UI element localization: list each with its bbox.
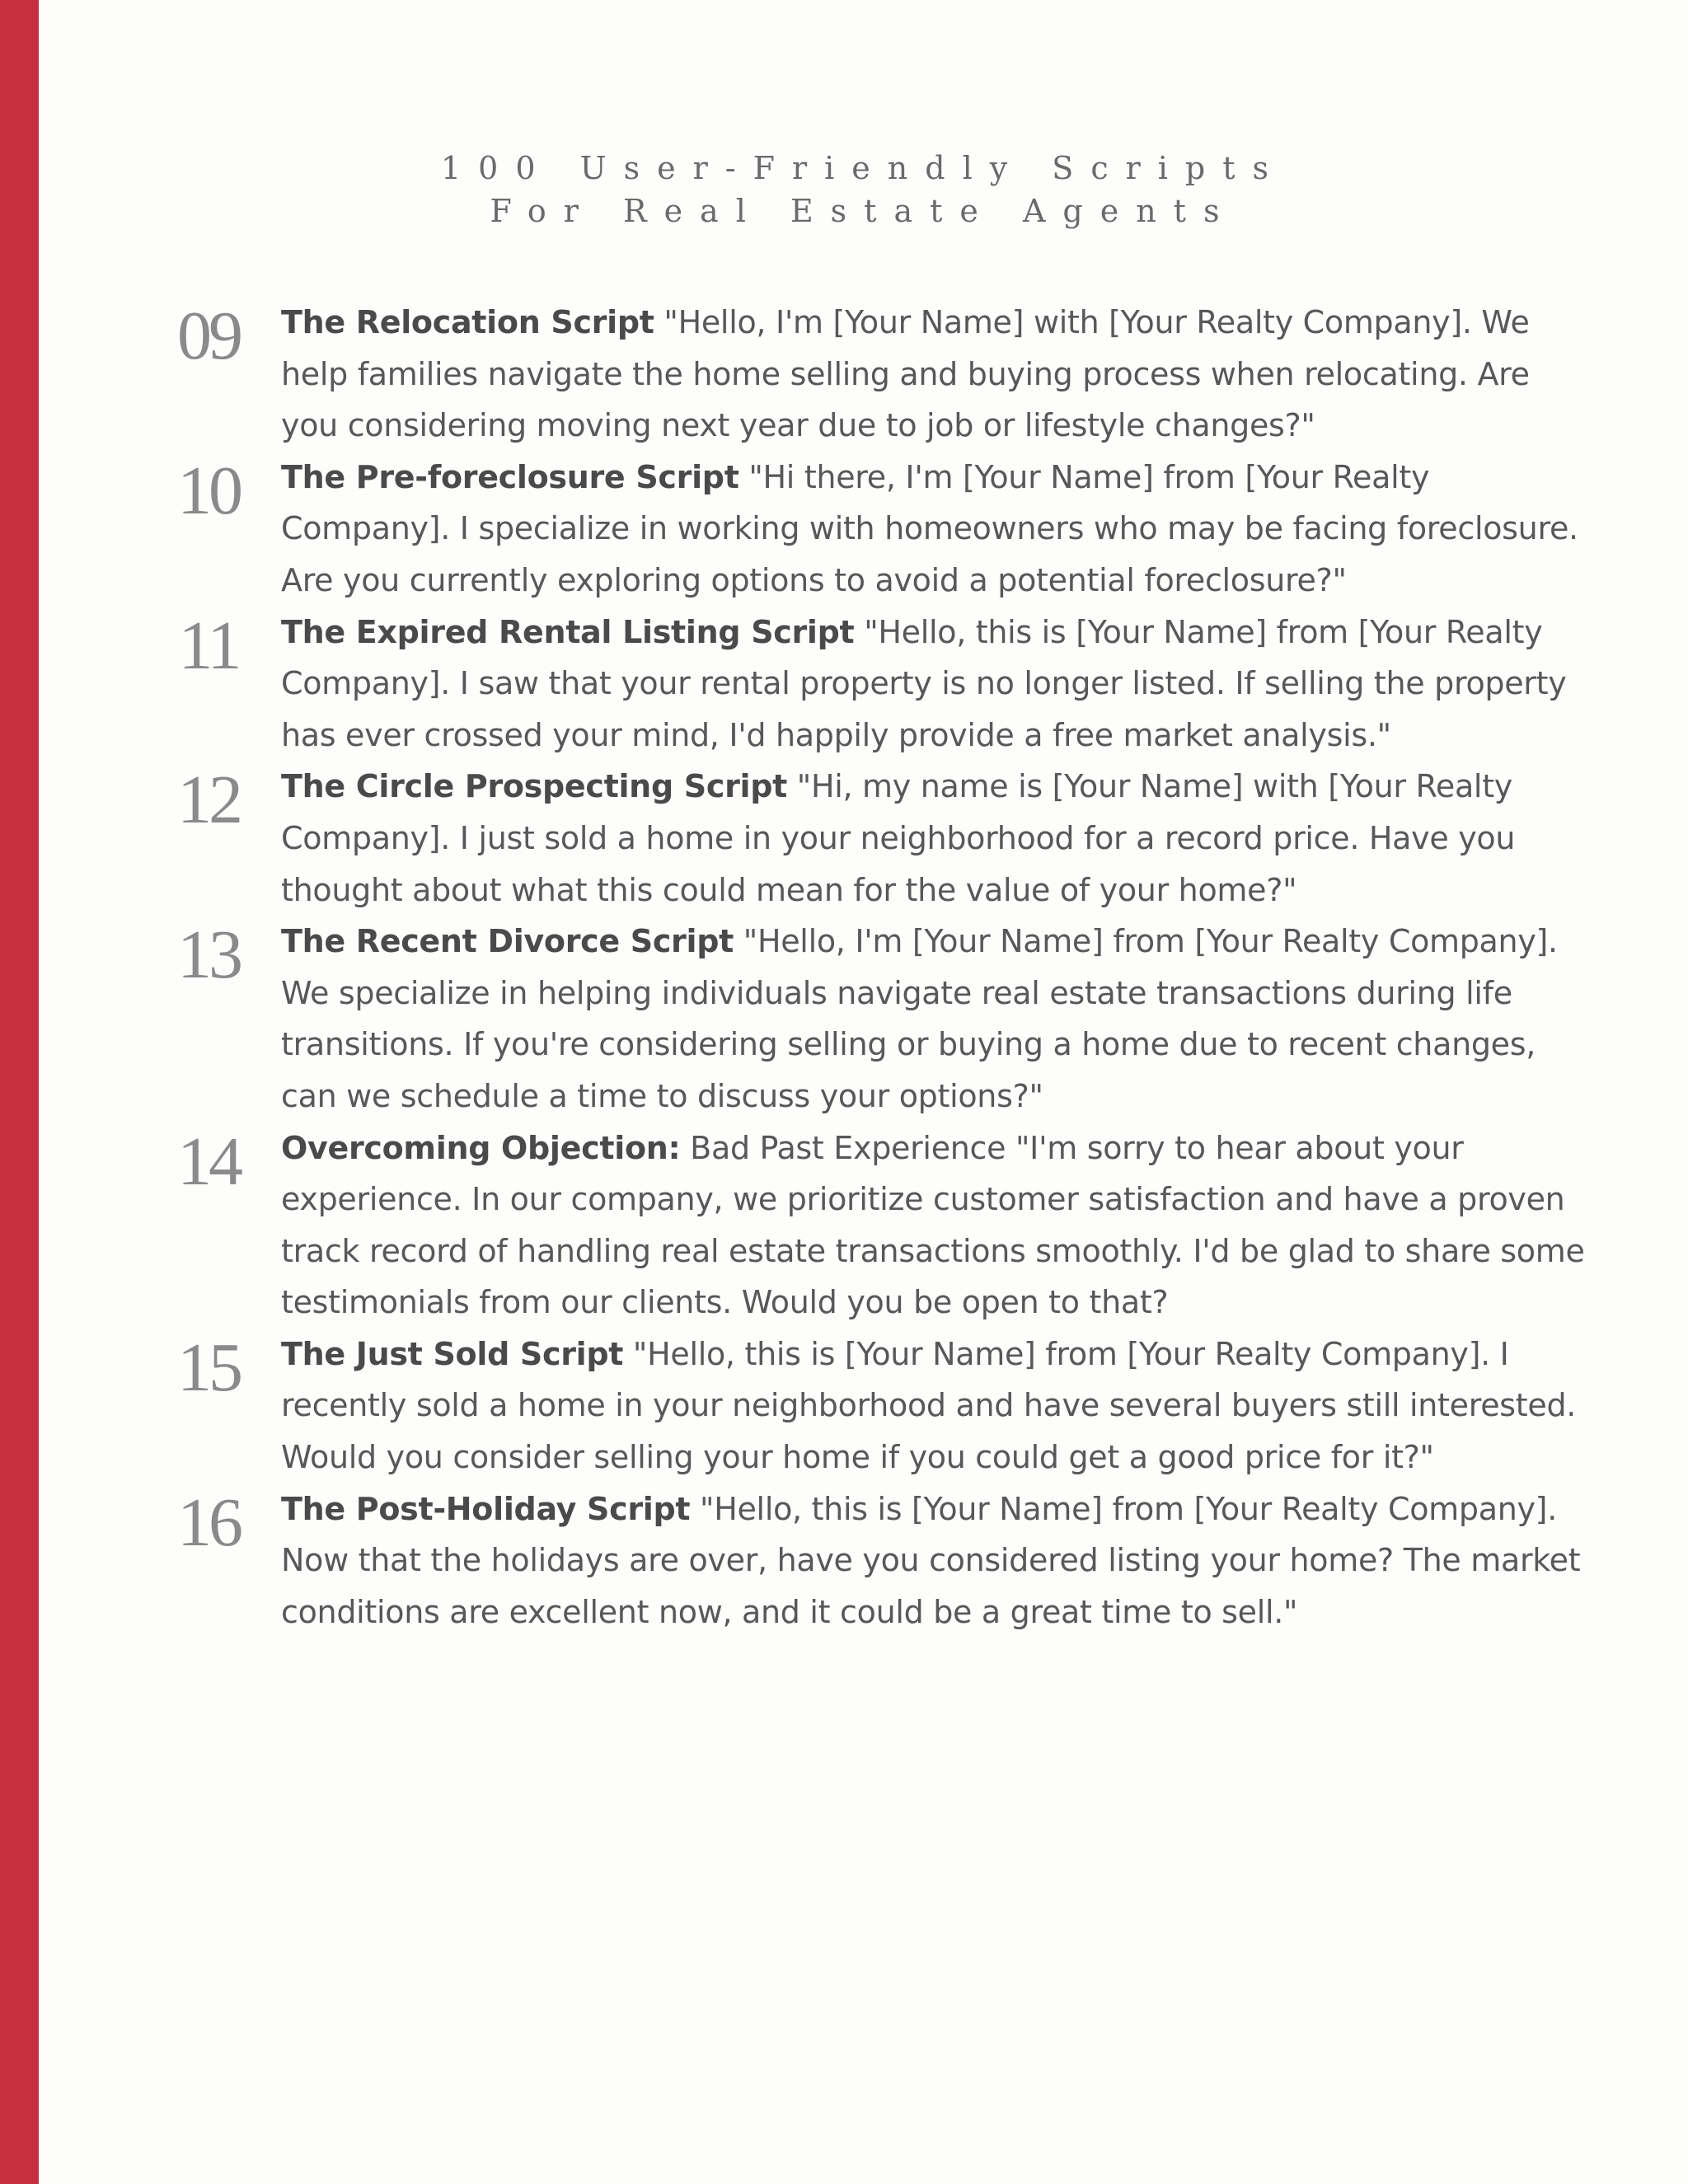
script-number: 10 — [177, 452, 240, 529]
script-title: The Pre-foreclosure Script — [281, 458, 739, 495]
script-text — [281, 1329, 1587, 1483]
script-text — [281, 297, 1587, 452]
script-body: "Hello, this is [Your Name] from [Your Realty Company]. I saw that your rental property is no longer listed. If selling the property has ever crossed your mind, I'd happily provide a free market analysis." — [281, 613, 1567, 753]
script-text — [281, 916, 1587, 1122]
script-item — [0, 452, 1587, 607]
script-item — [0, 916, 1587, 1122]
script-body: "Hello, this is [Your Name] from [Your Realty Company]. I recently sold a home in your neighborhood and have several buyers still interested. Would you consider selling your home if you could get a good price for it?" — [281, 1335, 1577, 1476]
script-number: 12 — [177, 762, 240, 839]
script-item — [0, 761, 1587, 916]
script-item — [0, 1122, 1587, 1329]
script-title: The Recent Divorce Script — [281, 923, 734, 960]
script-item — [0, 1483, 1587, 1638]
page-header — [39, 147, 1688, 232]
script-title: The Just Sold Script — [281, 1335, 624, 1372]
script-title: Overcoming Objection: — [281, 1129, 681, 1166]
script-item — [0, 607, 1587, 762]
script-title: The Expired Rental Listing Script — [281, 613, 855, 650]
script-number: 09 — [177, 298, 240, 374]
script-text — [281, 607, 1587, 762]
script-title: The Circle Prospecting Script — [281, 768, 787, 805]
script-number: 16 — [177, 1483, 240, 1561]
script-list — [0, 297, 1688, 1638]
script-body: Bad Past Experience "I'm sorry to hear about your experience. In our company, we prioritize customer satisfaction and have a proven track record of handling real estate transactions smoothly. I'd be glad to share some testimonials from our clients. Would you be open to that? — [281, 1129, 1585, 1321]
script-number: 13 — [177, 916, 240, 994]
script-item — [0, 297, 1587, 452]
script-number: 14 — [177, 1122, 240, 1200]
script-title: The Post-Holiday Script — [281, 1490, 691, 1527]
script-text — [281, 761, 1587, 916]
header-title-line-1: 100 User-Friendly Scripts — [440, 150, 1287, 186]
script-number: 11 — [178, 607, 239, 684]
script-text — [281, 1483, 1587, 1638]
script-item — [0, 1329, 1587, 1483]
script-title: The Relocation Script — [281, 304, 654, 340]
script-body: "Hi, my name is [Your Name] with [Your Realty Company]. I just sold a home in your neighborhood for a record price. Have you thought about what this could mean for the value of your home?" — [281, 768, 1516, 908]
header-title-line-2: For Real Estate Agents — [490, 193, 1237, 229]
script-body: "Hello, this is [Your Name] from [Your Realty Company]. Now that the holidays are over, have you considered listing your home? The market conditions are excellent now, and it could be a great time to sell." — [281, 1490, 1581, 1630]
script-body: "Hi there, I'm [Your Name] from [Your Realty Company]. I specialize in working with homeowners who may be facing foreclosure. Are you currently exploring options to avoid a potential foreclosure?" — [281, 458, 1578, 598]
script-body: "Hello, I'm [Your Name] with [Your Realty Company]. We help families navigate the home selling and buying process when relocating. Are you considering moving next year due to job or lifestyle changes?" — [281, 304, 1530, 444]
script-number: 15 — [177, 1329, 240, 1406]
script-text — [281, 452, 1587, 607]
script-text — [281, 1122, 1587, 1329]
script-body: "Hello, I'm [Your Name] from [Your Realty Company]. We specialize in helping individuals navigate real estate transactions during life transitions. If you're considering selling or buying a home due to recent changes, can we schedule a time to discuss your options?" — [281, 923, 1558, 1114]
